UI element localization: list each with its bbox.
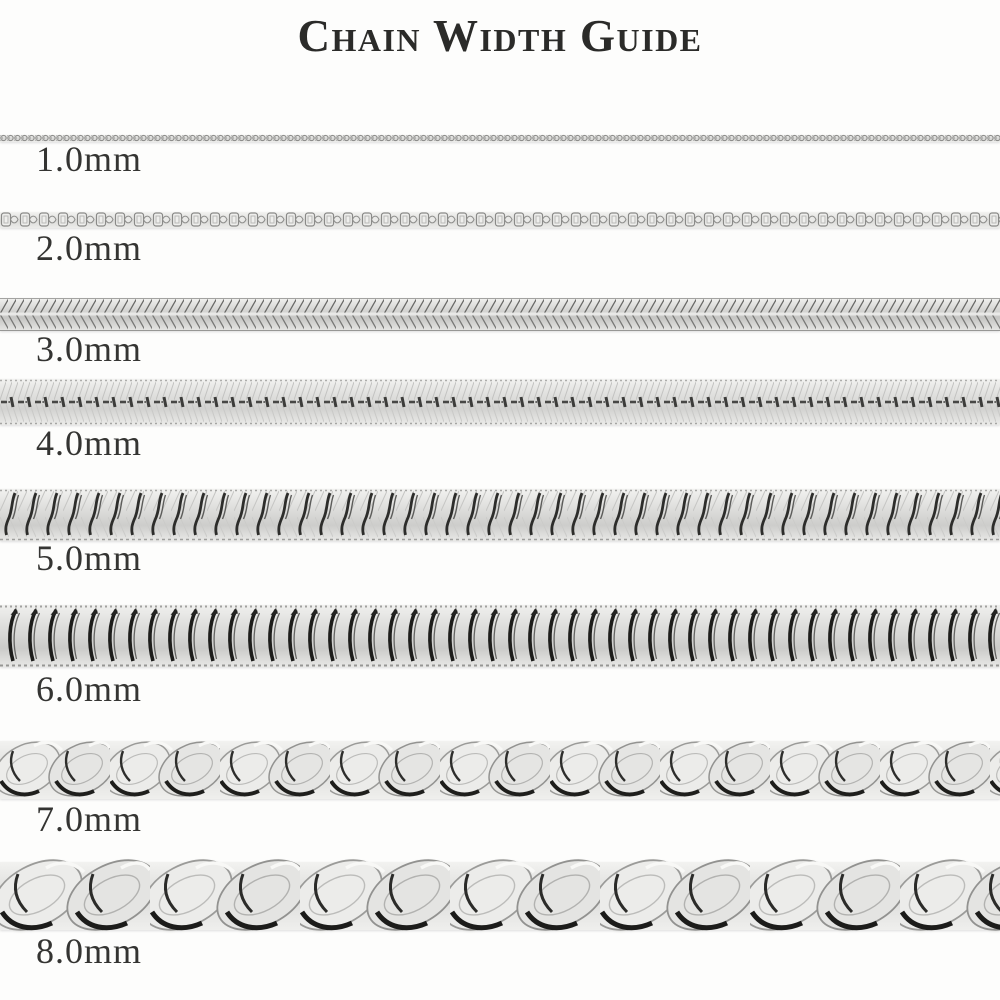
box-chain-photo-2mm: [0, 208, 1000, 232]
chain-size-label: 5.0mm: [36, 538, 143, 578]
chain-row-1: [0, 132, 1000, 180]
chain-row-7: [0, 731, 1000, 841]
chain-size-label: 2.0mm: [36, 228, 143, 268]
chain-size-label: 6.0mm: [36, 669, 143, 709]
rope-chain-photo-7mm: [0, 731, 1000, 807]
snake-chain-photo-6mm: [0, 601, 1000, 669]
chain-row-3: [0, 295, 1000, 373]
chain-row-5: [0, 485, 1000, 583]
chain-size-label: 1.0mm: [36, 139, 143, 179]
snake-chain-photo-5mm: [0, 485, 1000, 543]
chain-row-6: [0, 601, 1000, 713]
chain-size-label: 7.0mm: [36, 799, 143, 839]
snake-chain-photo-4mm: [0, 376, 1000, 428]
cable-chain-photo-1mm: [0, 132, 1000, 144]
chain-size-label: 3.0mm: [36, 329, 143, 369]
rope-chain-photo-8mm: [0, 850, 1000, 940]
snake-chain-photo-3mm: [0, 295, 1000, 333]
chain-row-2: [0, 208, 1000, 270]
page-title: Chain Width Guide: [297, 11, 703, 61]
chain-row-8: [0, 850, 1000, 975]
chain-size-label: 4.0mm: [36, 423, 143, 463]
chain-row-4: [0, 376, 1000, 468]
chain-size-label: 8.0mm: [36, 931, 143, 971]
